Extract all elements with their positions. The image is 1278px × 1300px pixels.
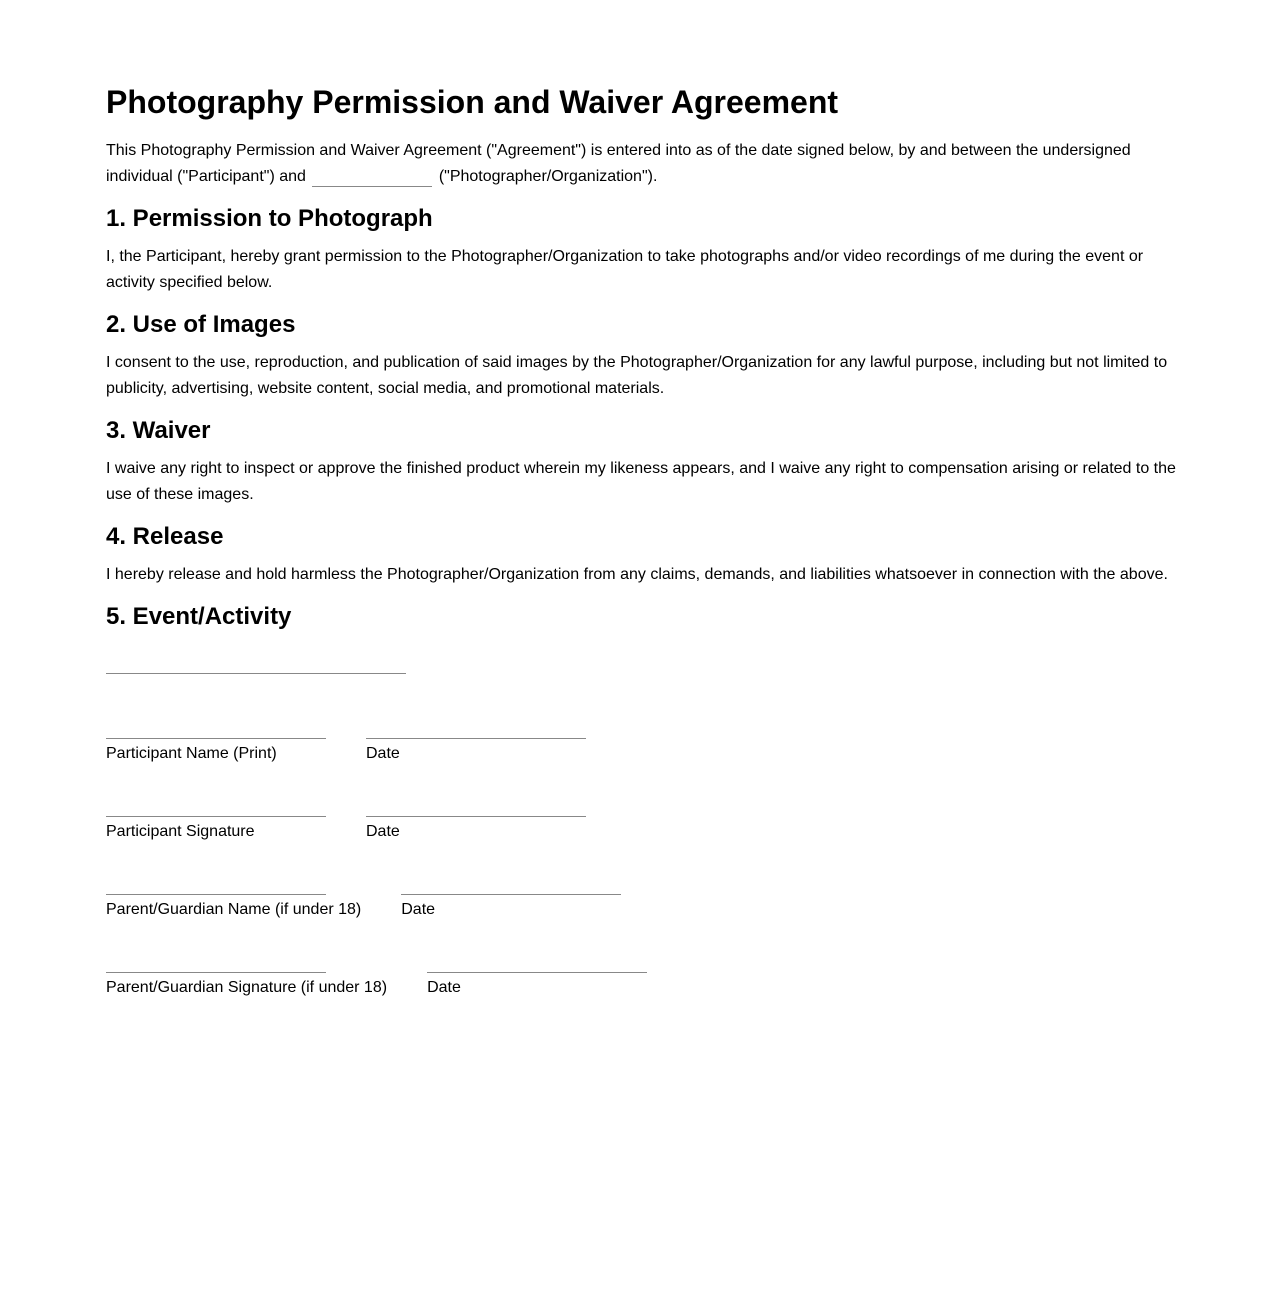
signature-row-guardian-name <box>106 894 1176 916</box>
signature-row-participant-signature <box>106 816 1176 838</box>
participant-signature-label: Participant Signature <box>106 823 255 840</box>
section-heading-use-of-images: 2. Use of Images <box>106 311 296 338</box>
guardian-signature-line[interactable] <box>106 972 326 973</box>
guardian-name-line[interactable] <box>106 894 326 895</box>
participant-signature-date-line[interactable] <box>366 816 586 817</box>
event-activity-blank[interactable] <box>106 672 406 674</box>
participant-name-line[interactable] <box>106 738 326 739</box>
page-title: Photography Permission and Waiver Agreement <box>106 84 839 120</box>
section-body-use-of-images: I consent to the use, reproduction, and publication of said images by the Photographer/Organization for any lawful purpose, including but not limited to publicity, advertising, website content, social media, and promotional materials. <box>106 354 1168 397</box>
section-body-release: I hereby release and hold harmless the Photographer/Organization from any claims, demands, and liabilities whatsoever in connection with the above. <box>106 566 1168 583</box>
section-body-waiver: I waive any right to inspect or approve the finished product wherein my likeness appears, and I waive any right to compensation arising or related to the use of these images. <box>106 460 1176 503</box>
section-body-permission: I, the Participant, hereby grant permission to the Photographer/Organization to take photographs and/or video recordings of me during the event or activity specified below. <box>106 248 1144 291</box>
section-heading-event-activity: 5. Event/Activity <box>106 603 292 630</box>
agreement-document <box>106 82 1176 994</box>
participant-signature-line[interactable] <box>106 816 326 817</box>
intro-text-end: ("Photographer/Organization"). <box>438 168 658 185</box>
guardian-signature-label: Parent/Guardian Signature (if under 18) <box>106 979 388 996</box>
date-label: Date <box>427 979 461 996</box>
date-label: Date <box>366 823 400 840</box>
section-heading-waiver: 3. Waiver <box>106 417 211 444</box>
intro-text: This Photography Permission and Waiver Agreement ("Agreement") is entered into as of the date signed below, by and between the undersigned individual ("Participant") and <box>106 142 1131 185</box>
participant-name-date-line[interactable] <box>366 738 586 739</box>
guardian-name-label: Parent/Guardian Name (if under 18) <box>106 901 362 918</box>
intro-paragraph <box>106 138 1176 190</box>
section-heading-permission: 1. Permission to Photograph <box>106 205 433 232</box>
signature-row-guardian-signature <box>106 972 1176 994</box>
signature-row-participant-name <box>106 738 1176 760</box>
date-label: Date <box>401 901 436 918</box>
photographer-organization-blank[interactable] <box>312 168 432 187</box>
guardian-name-date-line[interactable] <box>401 894 621 895</box>
guardian-signature-date-line[interactable] <box>427 972 647 973</box>
date-label: Date <box>366 745 400 762</box>
participant-name-label: Participant Name (Print) <box>106 745 277 762</box>
section-heading-release: 4. Release <box>106 523 224 550</box>
